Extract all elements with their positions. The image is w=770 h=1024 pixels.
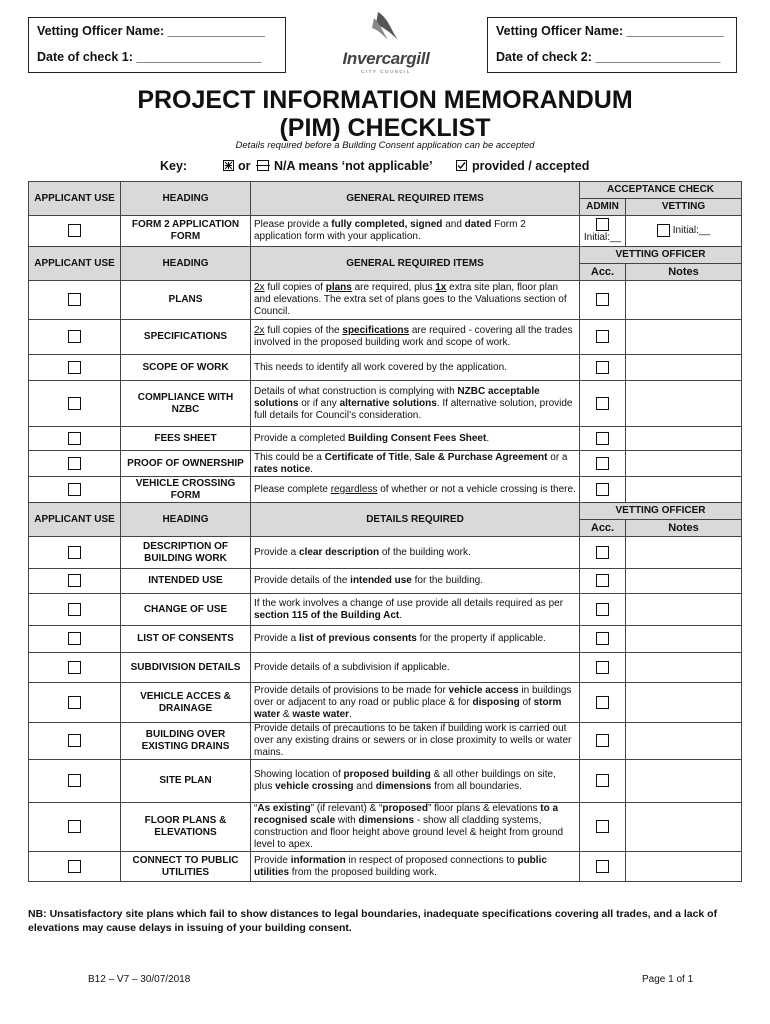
row-heading: SCOPE OF WORK xyxy=(121,355,251,381)
acc-header: Acc. xyxy=(580,520,626,537)
notes-cell[interactable] xyxy=(626,427,742,451)
acc-checkbox[interactable] xyxy=(596,546,609,559)
acc-checkbox[interactable] xyxy=(596,860,609,873)
items-header: DETAILS REQUIRED xyxy=(251,503,580,537)
council-logo xyxy=(318,10,454,74)
applicant-checkbox[interactable] xyxy=(68,574,81,587)
applicant-checkbox[interactable] xyxy=(68,603,81,616)
logo-subtitle: CITY COUNCIL xyxy=(361,69,411,74)
acc-checkbox[interactable] xyxy=(596,293,609,306)
key-na-meaning: N/A means ‘not applicable’ xyxy=(274,159,433,173)
heading-header: HEADING xyxy=(121,503,251,537)
row-description: Provide information in respect of proposed connections to public utilities from the proposed building work. xyxy=(251,852,580,882)
key-or: or xyxy=(238,159,251,173)
acc-checkbox[interactable] xyxy=(596,820,609,833)
applicant-checkbox[interactable] xyxy=(68,432,81,445)
acc-header: Acc. xyxy=(580,264,626,281)
acc-checkbox[interactable] xyxy=(596,330,609,343)
table-row xyxy=(29,216,742,247)
acc-checkbox[interactable] xyxy=(596,734,609,747)
table-row xyxy=(29,760,742,803)
notes-cell[interactable] xyxy=(626,594,742,626)
notes-cell[interactable] xyxy=(626,803,742,852)
notes-header: Notes xyxy=(626,264,742,281)
applicant-checkbox[interactable] xyxy=(68,361,81,374)
table-row xyxy=(29,803,742,852)
heading-header: HEADING xyxy=(121,182,251,216)
admin-initial[interactable]: Initial:__ xyxy=(583,231,622,243)
acc-checkbox[interactable] xyxy=(596,574,609,587)
general-items-header: GENERAL REQUIRED ITEMS xyxy=(251,182,580,216)
key-provided-meaning: provided / accepted xyxy=(472,159,590,173)
notes-cell[interactable] xyxy=(626,683,742,723)
section2-header-row xyxy=(29,247,742,264)
row-description: This needs to identify all work covered by the application. xyxy=(251,355,580,381)
row-description: Showing location of proposed building & all other buildings on site, plus vehicle crossing and dimensions from all boundaries. xyxy=(251,760,580,803)
applicant-checkbox[interactable] xyxy=(68,330,81,343)
table-row xyxy=(29,451,742,477)
table-row xyxy=(29,427,742,451)
vetting-initial[interactable]: Initial:__ xyxy=(672,225,711,237)
date-of-check-1[interactable]: Date of check 1: __________________ xyxy=(37,50,262,64)
applicant-checkbox[interactable] xyxy=(68,483,81,496)
row-heading: SITE PLAN xyxy=(121,760,251,803)
table-row xyxy=(29,281,742,320)
acc-checkbox[interactable] xyxy=(596,397,609,410)
row-description: 2x full copies of the specifications are required - covering all the trades involved in the proposed building work and scope of work. xyxy=(251,320,580,355)
notes-cell[interactable] xyxy=(626,451,742,477)
acc-checkbox[interactable] xyxy=(596,483,609,496)
row-heading: VEHICLE CROSSING FORM xyxy=(121,477,251,503)
acc-checkbox[interactable] xyxy=(596,603,609,616)
applicant-checkbox[interactable] xyxy=(68,546,81,559)
applicant-checkbox[interactable] xyxy=(68,293,81,306)
applicant-checkbox[interactable] xyxy=(68,860,81,873)
page-title: PROJECT INFORMATION MEMORANDUM xyxy=(137,86,633,114)
applicant-checkbox[interactable] xyxy=(68,457,81,470)
applicant-checkbox[interactable] xyxy=(68,696,81,709)
table-row xyxy=(29,852,742,882)
row-description: Provide a completed Building Consent Fees Sheet. xyxy=(251,427,580,451)
row-description: “As existing” (if relevant) & “proposed” floor plans & elevations to a recognised scale with dimensions - show all cladding systems, construction and floor height above ground level & height from ground level to apex. xyxy=(251,803,580,852)
vetting-header: VETTING xyxy=(626,199,742,216)
crossed-box-icon xyxy=(223,160,234,174)
table-row xyxy=(29,594,742,626)
notes-cell[interactable] xyxy=(626,281,742,320)
table-row xyxy=(29,477,742,503)
notes-cell[interactable] xyxy=(626,626,742,653)
vetting-officer-header: VETTING OFFICER xyxy=(580,247,742,264)
acc-checkbox[interactable] xyxy=(596,432,609,445)
row-heading: PROOF OF OWNERSHIP xyxy=(121,451,251,477)
na-box-icon xyxy=(256,160,270,174)
vetting-officer-header: VETTING OFFICER xyxy=(580,503,742,520)
applicant-use-header: APPLICANT USE xyxy=(29,503,121,537)
row-description: Provide details of the intended use for the building. xyxy=(251,569,580,594)
row-description: Provide details of a subdivision if applicable. xyxy=(251,653,580,683)
notes-cell[interactable] xyxy=(626,381,742,427)
row-description: This could be a Certificate of Title, Sale & Purchase Agreement or a rates notice. xyxy=(251,451,580,477)
vetting-officer-name-1[interactable]: Vetting Officer Name: ______________ xyxy=(37,24,265,38)
acc-checkbox[interactable] xyxy=(596,457,609,470)
acceptance-check-header: ACCEPTANCE CHECK xyxy=(580,182,742,199)
footer-version: B12 – V7 – 30/07/2018 xyxy=(88,974,191,985)
row-heading: FEES SHEET xyxy=(121,427,251,451)
applicant-checkbox[interactable] xyxy=(68,224,81,237)
footer-page: Page 1 of 1 xyxy=(642,974,694,985)
page-subtitle: Details required before a Building Consent application can be accepted xyxy=(235,140,535,151)
row-heading: COMPLIANCE WITH NZBC xyxy=(121,381,251,427)
acc-checkbox[interactable] xyxy=(596,361,609,374)
pim-checklist-table xyxy=(28,181,742,882)
row-heading: CONNECT TO PUBLIC UTILITIES xyxy=(121,852,251,882)
table-row xyxy=(29,626,742,653)
row-heading: CHANGE OF USE xyxy=(121,594,251,626)
applicant-checkbox[interactable] xyxy=(68,397,81,410)
row-description: Details of what construction is complying with NZBC acceptable solutions or if any alternative solutions. If alternative solution, provide full details for Council’s consideration. xyxy=(251,381,580,427)
heading-header: HEADING xyxy=(121,247,251,281)
table-row xyxy=(29,653,742,683)
table-row xyxy=(29,355,742,381)
notes-cell[interactable] xyxy=(626,760,742,803)
table-row xyxy=(29,537,742,569)
row-description: 2x full copies of plans are required, plus 1x extra site plan, floor plan and elevations. The extra set of plans goes to the Valuations section of Council. xyxy=(251,281,580,320)
row-heading: SUBDIVISION DETAILS xyxy=(121,653,251,683)
notes-cell[interactable] xyxy=(626,320,742,355)
notes-cell[interactable] xyxy=(626,723,742,760)
row-heading: BUILDING OVER EXISTING DRAINS xyxy=(121,723,251,760)
logo-name: Invercargill xyxy=(342,49,430,68)
nb-note: NB: Unsatisfactory site plans which fail to show distances to legal boundaries, inadequate specifications covering all trades, and a lack of elevations may cause delays in issuing of your building consent. xyxy=(28,908,718,934)
row-description: If the work involves a change of use provide all details required as per section 115 of the Building Act. xyxy=(251,594,580,626)
notes-cell[interactable] xyxy=(626,852,742,882)
row-description: Provide details of provisions to be made for vehicle access in buildings over or adjacent to any road or public place & for disposing of storm water & waste water. xyxy=(251,683,580,723)
notes-cell[interactable] xyxy=(626,537,742,569)
logo-swoosh-icon xyxy=(368,10,404,46)
ticked-box-icon xyxy=(456,160,467,174)
date-of-check-2[interactable]: Date of check 2: __________________ xyxy=(496,50,721,64)
notes-cell[interactable] xyxy=(626,355,742,381)
applicant-checkbox[interactable] xyxy=(68,774,81,787)
vetting-box-2 xyxy=(487,17,737,73)
row-heading: PLANS xyxy=(121,281,251,320)
row-heading: FORM 2 APPLICATION FORM xyxy=(121,216,251,247)
admin-checkbox[interactable] xyxy=(596,218,609,231)
applicant-use-header: APPLICANT USE xyxy=(29,247,121,281)
row-heading: FLOOR PLANS & ELEVATIONS xyxy=(121,803,251,852)
row-heading: SPECIFICATIONS xyxy=(121,320,251,355)
notes-cell[interactable] xyxy=(626,477,742,503)
table-row xyxy=(29,381,742,427)
row-heading: DESCRIPTION OF BUILDING WORK xyxy=(121,537,251,569)
table-row xyxy=(29,320,742,355)
row-heading: INTENDED USE xyxy=(121,569,251,594)
row-description: Please provide a fully completed, signed and dated Form 2 application form with your application. xyxy=(251,216,580,247)
page-title-line-2: (PIM) CHECKLIST xyxy=(279,114,491,142)
notes-cell[interactable] xyxy=(626,569,742,594)
applicant-checkbox[interactable] xyxy=(68,632,81,645)
vetting-checkbox[interactable] xyxy=(657,224,670,237)
table-row xyxy=(29,683,742,723)
vetting-officer-name-2[interactable]: Vetting Officer Name: ______________ xyxy=(496,24,724,38)
notes-cell[interactable] xyxy=(626,653,742,683)
key-label: Key: xyxy=(160,159,188,173)
applicant-checkbox[interactable] xyxy=(68,661,81,674)
admin-header: ADMIN xyxy=(580,199,626,216)
row-description: Provide a list of previous consents for the property if applicable. xyxy=(251,626,580,653)
acc-checkbox[interactable] xyxy=(596,661,609,674)
table-row xyxy=(29,569,742,594)
acc-checkbox[interactable] xyxy=(596,632,609,645)
notes-header: Notes xyxy=(626,520,742,537)
applicant-checkbox[interactable] xyxy=(68,734,81,747)
row-description: Provide a clear description of the building work. xyxy=(251,537,580,569)
row-heading: VEHICLE ACCES & DRAINAGE xyxy=(121,683,251,723)
section1-header-row xyxy=(29,182,742,199)
vetting-box-1 xyxy=(28,17,286,73)
row-description: Provide details of precautions to be taken if building work is carried out over any existing drains or sewers or in close proximity to wells or water mains. xyxy=(251,723,580,760)
row-description: Please complete regardless of whether or not a vehicle crossing is there. xyxy=(251,477,580,503)
applicant-checkbox[interactable] xyxy=(68,820,81,833)
acc-checkbox[interactable] xyxy=(596,774,609,787)
items-header: GENERAL REQUIRED ITEMS xyxy=(251,247,580,281)
applicant-use-header: APPLICANT USE xyxy=(29,182,121,216)
acc-checkbox[interactable] xyxy=(596,696,609,709)
table-row xyxy=(29,723,742,760)
row-heading: LIST OF CONSENTS xyxy=(121,626,251,653)
section3-header-row xyxy=(29,503,742,520)
